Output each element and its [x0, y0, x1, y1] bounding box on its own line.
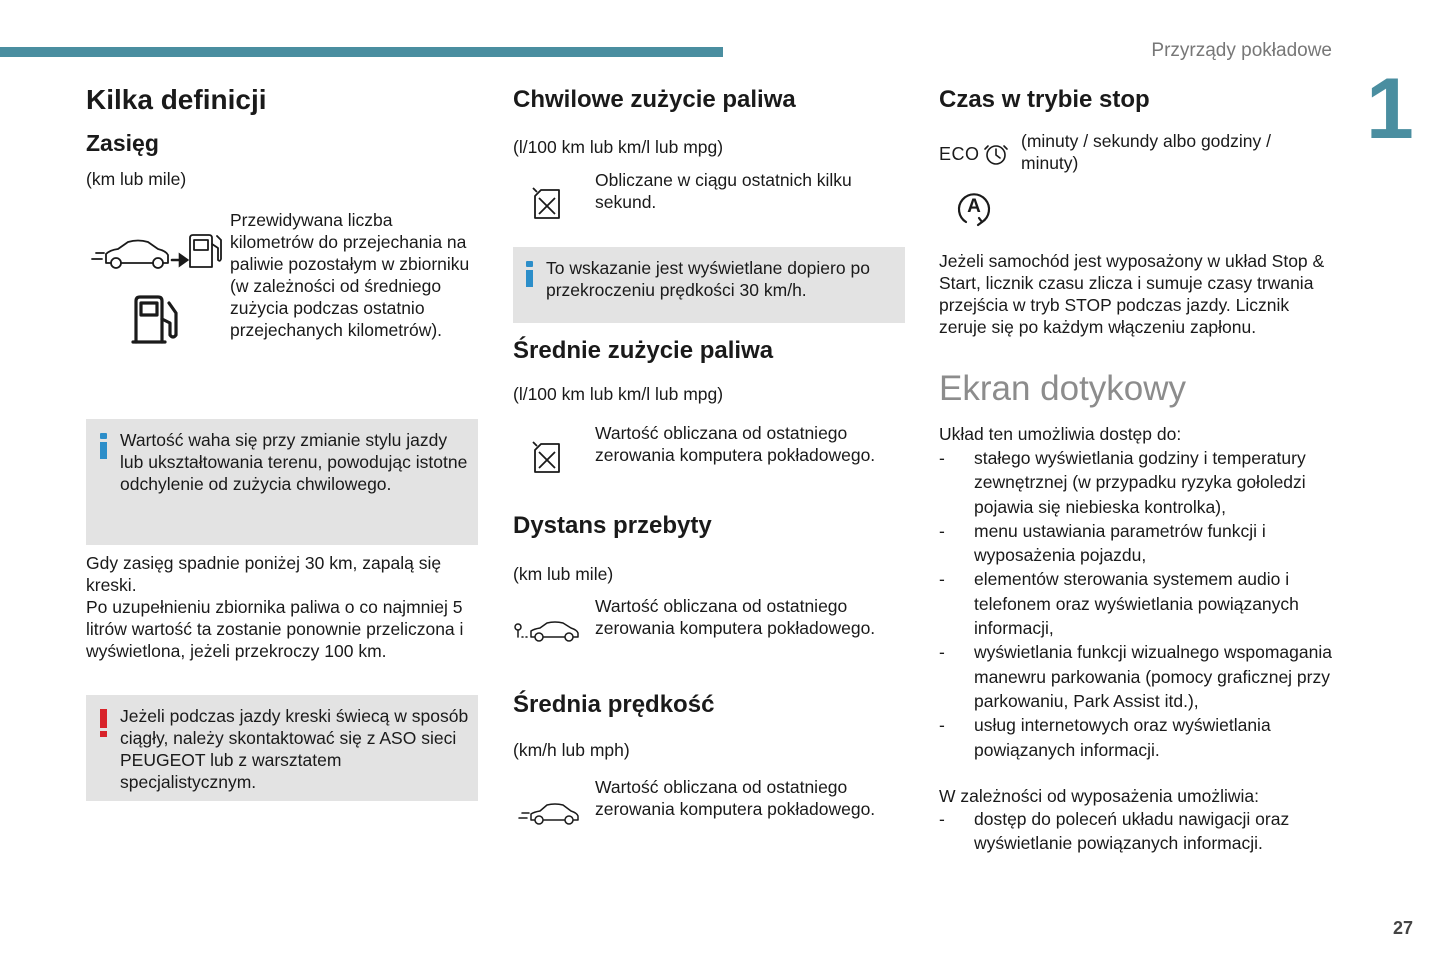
- fuel-pump-icon: [132, 295, 186, 345]
- info-note-text: To wskazanie jest wyświetlane dopiero po przekroczeniu prędkości 30 km/h.: [546, 258, 870, 300]
- eco-timer-icon: [939, 141, 1011, 167]
- instant-heading: Chwilowe zużycie paliwa: [513, 86, 796, 113]
- distance-heading: Dystans przebyty: [513, 512, 712, 539]
- instant-unit: (l/100 km lub km/l lub mpg): [513, 137, 724, 157]
- chapter-number: 1: [1366, 61, 1414, 157]
- list-item: - stałego wyświetlania godziny i temperatury zewnętrznej (w przypadku ryzyka gołoledzi pojawia się niebieska kontrolka),: [939, 446, 1339, 519]
- stop-time-unit: (minuty / sekundy albo godziny / minuty): [1021, 131, 1271, 173]
- touchscreen-feature-list: [939, 446, 1339, 762]
- range-unit: (km lub mile): [86, 169, 187, 189]
- car-trip-icon: [513, 618, 581, 642]
- info-note-text: Wartość waha się przy zmianie stylu jazdy lub ukształtowania terenu, powodując istotne odchylenie od zużycia chwilowego.: [120, 430, 468, 494]
- instant-description: Obliczane w ciągu ostatnich kilku sekund.: [595, 170, 852, 212]
- header-accent-bar: [0, 47, 723, 57]
- timer-icon: [983, 141, 1009, 167]
- eco-label: ECO: [939, 144, 980, 164]
- car-speed-icon: [517, 800, 581, 824]
- average-unit: (l/100 km lub km/l lub mpg): [513, 384, 724, 404]
- fuel-can-icon: [531, 186, 563, 220]
- list-item: - wyświetlania funkcji wizualnego wspomagania manewru parkowania (pomocy graficznej przy parkowaniu, Park Assist itd.),: [939, 640, 1339, 713]
- list-item: - usług internetowych oraz wyświetlania powiązanych informacji.: [939, 713, 1339, 762]
- stop-time-description: Jeżeli samochód jest wyposażony w układ Stop & Start, licznik czasu zlicza i sumuje czasy trwania przejścia w tryb STOP podczas jazdy. Licznik zeruje się po każdym włączeniu zapłonu.: [939, 251, 1325, 337]
- range-paragraph-2: Po uzupełnieniu zbiornika paliwa o co najmniej 5 litrów wartość ta zostanie ponownie przeliczona i wyświetlona, jeżeli przekroczy 100 km.: [86, 597, 464, 661]
- touchscreen-feature-list-2: [939, 807, 1339, 856]
- range-heading: Zasięg: [86, 130, 159, 156]
- fuel-can-icon: [531, 440, 563, 474]
- section-header: Przyrządy pokładowe: [1151, 40, 1332, 61]
- stop-start-icon: [955, 190, 993, 228]
- page-title: Kilka definicji: [86, 84, 267, 115]
- touchscreen-intro: Układ ten umożliwia dostęp do:: [939, 424, 1182, 444]
- warning-note: [86, 695, 478, 801]
- list-item: - dostęp do poleceń układu nawigacji oraz wyświetlanie powiązanych informacji.: [939, 807, 1339, 856]
- range-paragraph-1: Gdy zasięg spadnie poniżej 30 km, zapalą się kreski.: [86, 553, 442, 595]
- range-description: Przewidywana liczba kilometrów do przejechania na paliwie pozostałym w zbiorniku (w zależności od średniego zużycia podczas ostatnio przejechanych kilometrów).: [230, 210, 470, 340]
- list-item: - menu ustawiania parametrów funkcji i wyposażenia pojazdu,: [939, 519, 1339, 568]
- distance-unit: (km lub mile): [513, 564, 614, 584]
- page-number: 27: [1392, 918, 1413, 938]
- distance-description: Wartość obliczana od ostatniego zerowania komputera pokładowego.: [595, 596, 876, 638]
- list-item: - elementów sterowania systemem audio i telefonem oraz wyświetlania powiązanych informacji,: [939, 567, 1339, 640]
- info-note-speed: [513, 247, 905, 323]
- info-note-range: [86, 419, 478, 545]
- speed-heading: Średnia prędkość: [513, 691, 715, 718]
- touchscreen-title: Ekran dotykowy: [939, 369, 1187, 408]
- average-heading: Średnie zużycie paliwa: [513, 337, 774, 364]
- average-description: Wartość obliczana od ostatniego zerowania komputera pokładowego.: [595, 423, 876, 465]
- warning-note-text: Jeżeli podczas jazdy kreski świecą w sposób ciągły, należy skontaktować się z ASO sieci PEUGEOT lub z warsztatem specjalistycznym.: [120, 706, 469, 792]
- auto-label: A: [967, 196, 981, 217]
- speed-description: Wartość obliczana od ostatniego zerowania komputera pokładowego.: [595, 777, 876, 819]
- car-to-fuel-pump-icon: [90, 226, 225, 270]
- touchscreen-intro-2: W zależności od wyposażenia umożliwia:: [939, 786, 1259, 806]
- speed-unit: (km/h lub mph): [513, 740, 630, 760]
- stop-time-heading: Czas w trybie stop: [939, 86, 1150, 113]
